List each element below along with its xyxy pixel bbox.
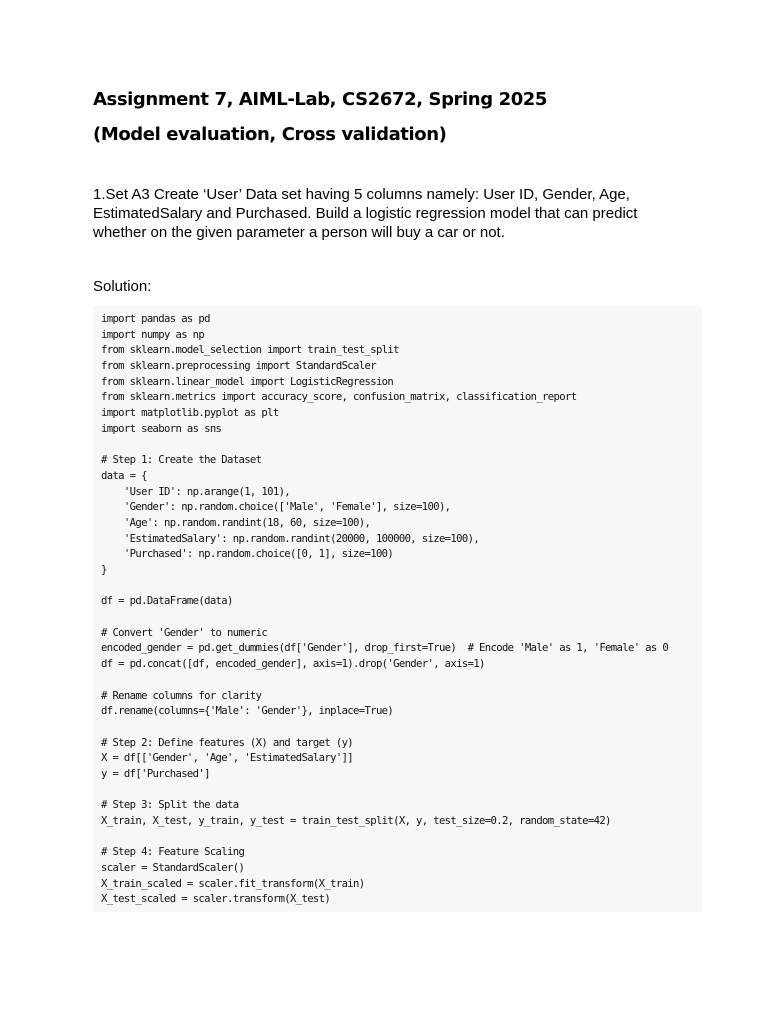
code-line [101, 579, 702, 595]
code-line: } [101, 564, 107, 576]
code-line [101, 720, 702, 736]
task-line: EstimatedSalary and Purchased. Build a logistic regression model that can predict [93, 205, 638, 222]
code-line [101, 610, 702, 626]
code-line: from sklearn.metrics import accuracy_score, confusion_matrix, classification_report [101, 391, 577, 404]
code-line: X_train, X_test, y_train, y_test = train_test_split(X, y, test_size=0.2, random_state=42) [101, 815, 611, 827]
code-line: # Step 3: Split the data [101, 799, 239, 812]
code-line: from sklearn.model_selection import train_test_split [101, 344, 399, 357]
code-line: import pandas as pd [101, 313, 210, 325]
code-line: scaler = StandardScaler() [101, 862, 245, 875]
assignment-title: Assignment 7, AIML-Lab, CS2672, Spring 2025 [93, 89, 548, 110]
task-description [93, 185, 693, 242]
code-line: # Convert 'Gender' to numeric [101, 626, 268, 639]
code-line: # Step 1: Create the Dataset [101, 454, 262, 467]
code-line: encoded_gender = pd.get_dummies(df['Gender'], drop_first=True) # Encode 'Male' as 1, 'Female' as 0 [101, 642, 669, 655]
code-line: # Step 4: Feature Scaling [101, 846, 245, 859]
code-line: import numpy as np [101, 328, 205, 341]
code-line: data = { [101, 469, 147, 482]
code-line [101, 783, 702, 799]
code-line: df.rename(columns={'Male': 'Gender'}, inplace=True) [101, 705, 394, 718]
task-line: whether on the given parameter a person will buy a car or not. [93, 224, 505, 241]
code-line: y = df['Purchased'] [101, 767, 210, 780]
code-line: # Step 2: Define features (X) and target (y) [101, 736, 354, 749]
code-line: X = df[['Gender', 'Age', 'EstimatedSalary']] [101, 752, 354, 765]
code-line: df = pd.concat([df, encoded_gender], axis=1).drop('Gender', axis=1) [101, 658, 485, 671]
code-line: # Rename columns for clarity [101, 689, 262, 702]
code-line: 'Age': np.random.randint(18, 60, size=100), [101, 516, 371, 529]
code-line: import seaborn as sns [101, 422, 222, 435]
code-line: 'User ID': np.arange(1, 101), [101, 485, 291, 498]
code-line: X_test_scaled = scaler.transform(X_test) [101, 893, 331, 906]
code-line: from sklearn.linear_model import LogisticRegression [101, 375, 394, 388]
code-line: from sklearn.preprocessing import StandardScaler [101, 360, 376, 373]
code-line [101, 673, 702, 689]
code-line: import matplotlib.pyplot as plt [101, 407, 279, 420]
code-line: 'Purchased': np.random.choice([0, 1], size=100) [101, 548, 394, 561]
code-line: X_train_scaled = scaler.fit_transform(X_train) [101, 877, 365, 890]
assignment-subtitle: (Model evaluation, Cross validation) [93, 124, 447, 145]
code-line [101, 438, 702, 454]
solution-label: Solution: [93, 278, 152, 295]
code-line: 'EstimatedSalary': np.random.randint(20000, 100000, size=100), [101, 532, 480, 545]
code-line: 'Gender': np.random.choice(['Male', 'Female'], size=100), [101, 501, 451, 514]
code-line: df = pd.DataFrame(data) [101, 595, 233, 608]
code-line [101, 830, 702, 846]
code-block [93, 306, 702, 912]
task-line: 1.Set A3 Create ‘User’ Data set having 5 columns namely: User ID, Gender, Age, [93, 186, 630, 203]
